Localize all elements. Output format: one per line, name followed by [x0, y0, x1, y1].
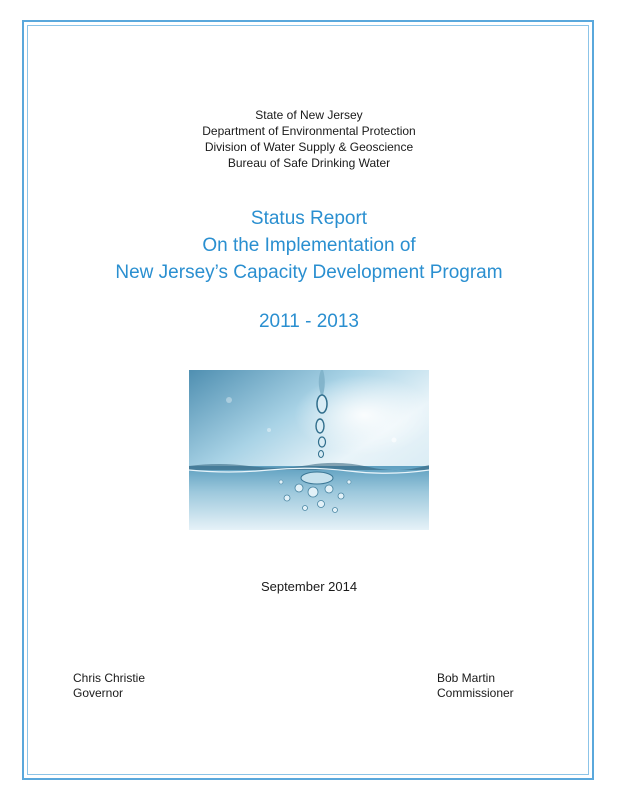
agency-block	[0, 107, 618, 171]
agency-division: Division of Water Supply & Geoscience	[204, 140, 414, 154]
water-drop-icon	[189, 370, 429, 530]
water-drop-photo	[189, 370, 429, 530]
commissioner-name: Bob Martin	[437, 671, 496, 685]
title-line-2: On the Implementation of	[202, 235, 416, 256]
signatory-governor	[73, 671, 145, 701]
agency-state: State of New Jersey	[255, 108, 363, 122]
report-years: 2011 - 2013	[258, 311, 359, 332]
agency-department: Department of Environmental Protection	[202, 124, 416, 138]
title-line-1: Status Report	[250, 208, 368, 229]
commissioner-role: Commissioner	[437, 686, 514, 700]
governor-role: Governor	[73, 686, 124, 700]
agency-bureau: Bureau of Safe Drinking Water	[227, 156, 391, 170]
governor-name: Chris Christie	[73, 671, 146, 685]
report-date: September 2014	[260, 579, 358, 594]
title-line-3: New Jersey’s Capacity Development Program	[115, 262, 503, 283]
signatory-commissioner	[437, 671, 514, 701]
report-title	[0, 205, 618, 286]
